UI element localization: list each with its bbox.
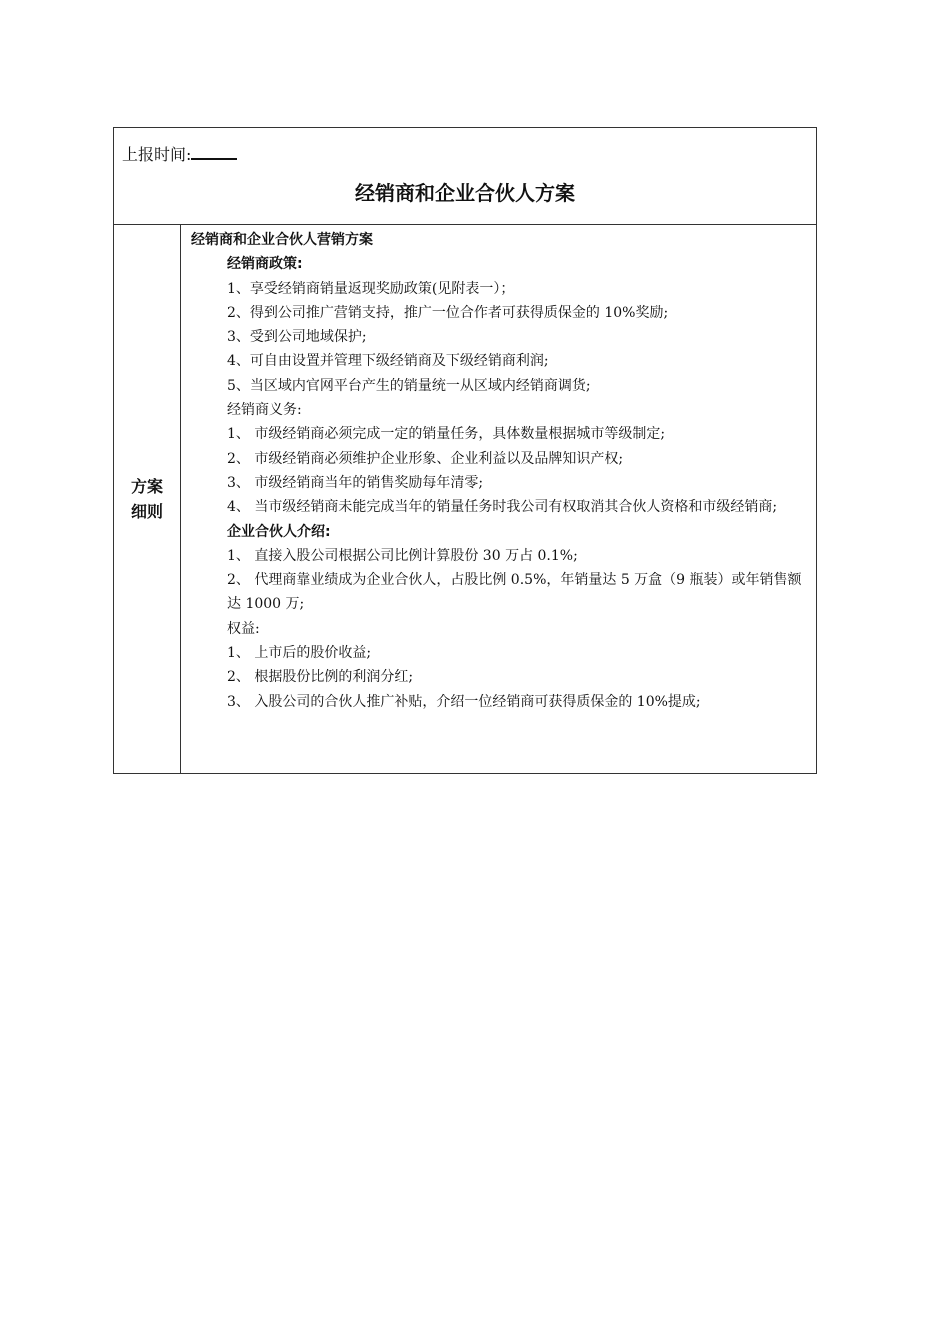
section-title: 经销商和企业合伙人营销方案 [191,232,373,248]
list-item: 4、可自由设置并管理下级经销商及下级经销商利润; [227,353,549,370]
side-label [127,474,167,524]
table-header-cell [114,128,816,225]
list-item: 3、 市级经销商当年的销售奖励每年清零; [227,474,484,491]
list-item: 1、享受经销商销量返现奖励政策(见附表一）； [227,280,515,297]
side-label-line1: 方案 [130,477,163,496]
side-label-cell [114,225,181,773]
list-item: 1、 直接入股公司根据公司比例计算股份 30 万占 0.1%; [227,547,578,564]
dealer-obligation-heading: 经销商义务: [227,402,302,419]
list-item: 2、 根据股份比例的利润分红; [227,669,414,686]
list-item: 3、受到公司地域保护; [227,329,367,346]
list-item: 2、得到公司推广营销支持，推广一位合作者可获得质保金的 10%奖励; [227,304,669,321]
content-cell [181,225,816,773]
document-title: 经销商和企业合伙人方案 [355,181,575,205]
dealer-policy-heading: 经销商政策: [227,256,303,273]
list-item: 5、当区域内官网平台产生的销量统一从区域内经销商调货; [227,377,591,394]
list-item: 1、 上市后的股价收益; [227,645,372,662]
list-item: 3、 入股公司的合伙人推广补贴，介绍一位经销商可获得质保金的 10%提成; [227,693,701,710]
report-time-field [122,142,237,165]
table-body-row [114,225,816,773]
list-item: 4、 当市级经销商未能完成当年的销量任务时我公司有权取消其合伙人资格和市级经销商; [227,499,778,516]
report-time-blank[interactable] [191,142,237,160]
list-item: 2、 市级经销商必须维护企业形象、企业利益以及品牌知识产权; [227,450,624,467]
list-item: 1、 市级经销商必须完成一定的销量任务，具体数量根据城市等级制定; [227,426,666,443]
list-item: 2、 代理商靠业绩成为企业合伙人，占股比例 0.5%，年销量达 5 万盒（9 瓶装）或年销售额达 1000 万; [227,572,802,613]
rights-heading: 权益: [227,620,260,637]
side-label-line2: 细则 [130,502,163,521]
report-time-label: 上报时间: [122,145,192,164]
partner-heading: 企业合伙人介绍: [227,523,331,540]
plan-table [113,127,817,774]
